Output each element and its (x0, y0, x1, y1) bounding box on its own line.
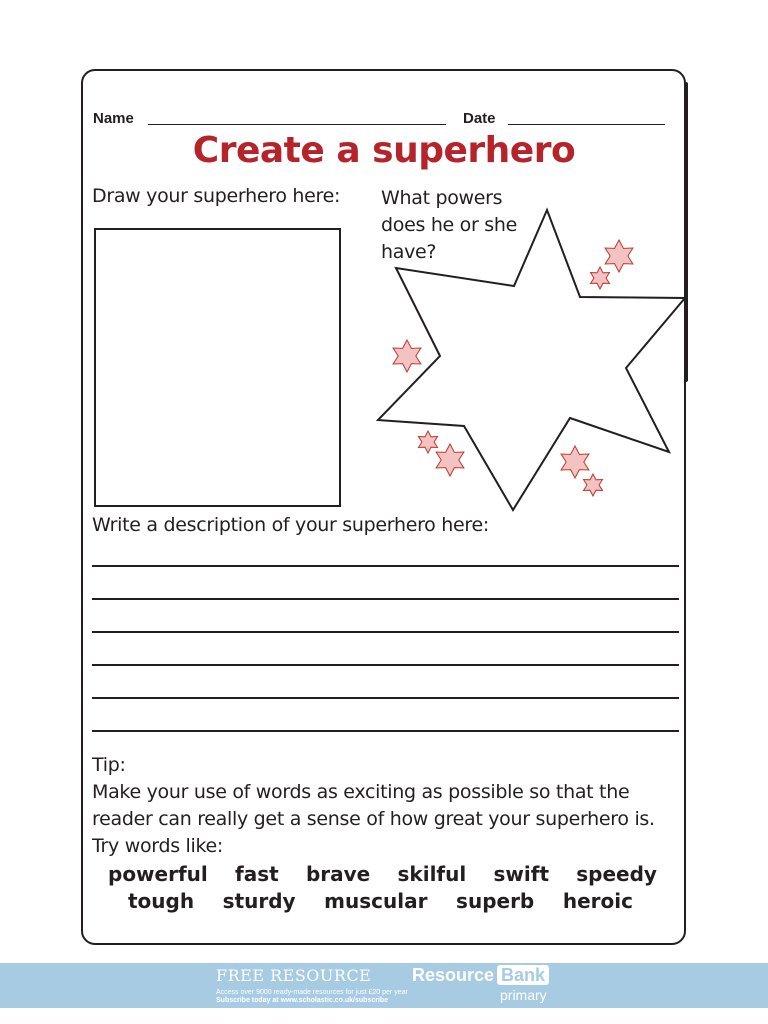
writing-line[interactable] (92, 565, 679, 567)
small-star-icon (419, 431, 438, 453)
word-item: superb (456, 889, 535, 913)
draw-prompt: Draw your superhero here: (92, 185, 341, 207)
powers-star-icon[interactable] (378, 210, 685, 510)
small-star-icon (591, 267, 610, 289)
footer-banner (0, 963, 768, 1008)
word-item: speedy (576, 862, 657, 886)
word-item: muscular (324, 889, 428, 913)
word-item: sturdy (222, 889, 296, 913)
small-star-icon (584, 474, 603, 496)
date-label: Date (463, 110, 496, 127)
powers-prompt-line: have? (381, 241, 437, 263)
logo-word-boxed: Bank (497, 965, 549, 985)
name-label: Name (93, 110, 134, 127)
word-item: swift (493, 862, 549, 886)
small-star-icon (605, 240, 633, 272)
word-list-row-2 (128, 889, 633, 913)
free-resource-label: FREE RESOURCE (216, 966, 372, 985)
small-star-icon (393, 340, 421, 372)
powers-prompt-line: does he or she (381, 214, 517, 236)
word-list-row-1 (108, 862, 657, 886)
tip-block (92, 752, 655, 860)
description-prompt: Write a description of your superhero here: (92, 514, 489, 536)
tip-line: Make your use of words as exciting as possible so that the (92, 781, 630, 803)
tip-heading: Tip: (92, 754, 126, 776)
word-item: skilful (397, 862, 467, 886)
writing-line[interactable] (92, 664, 679, 666)
writing-line[interactable] (92, 730, 679, 732)
word-item: powerful (108, 862, 208, 886)
word-item: brave (305, 862, 371, 886)
tip-line: reader can really get a sense of how great your superhero is. (92, 808, 655, 830)
resource-bank-logo (412, 965, 549, 986)
tip-line: Try words like: (92, 835, 224, 857)
footer-subscribe-link[interactable]: Subscribe today at www.scholastic.co.uk/subscribe (216, 997, 389, 1004)
footer-fine-print: Access over 9000 ready-made resources for just £20 per year (216, 989, 408, 996)
writing-line[interactable] (92, 697, 679, 699)
small-star-icon (436, 444, 464, 476)
small-star-icon (561, 446, 589, 478)
powers-prompt-line: What powers (381, 187, 503, 209)
logo-word: Resource (412, 965, 495, 985)
writing-line[interactable] (92, 631, 679, 633)
word-item: tough (128, 889, 195, 913)
writing-line[interactable] (92, 598, 679, 600)
logo-subtitle: primary (500, 987, 547, 1003)
page-title: Create a superhero (192, 130, 576, 171)
word-item: heroic (562, 889, 633, 913)
word-item: fast (235, 862, 279, 886)
